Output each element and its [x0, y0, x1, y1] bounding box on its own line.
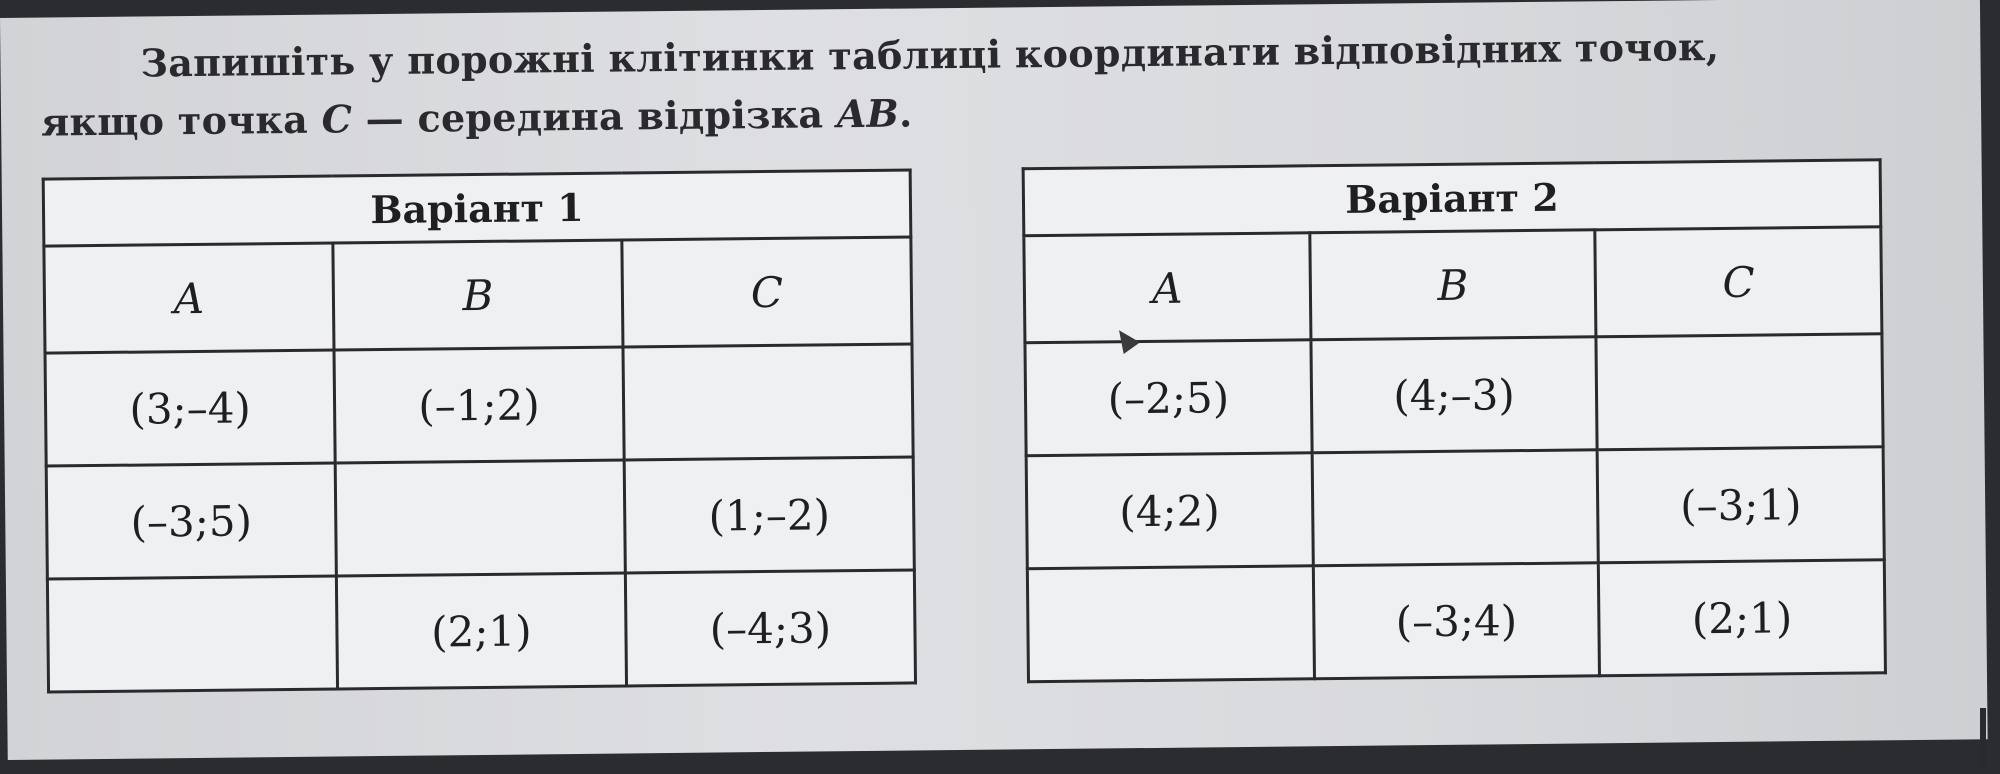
table-row — [46, 457, 914, 579]
cell-b: (2;1) — [336, 573, 626, 689]
instruction-line-1: Запишіть у порожні клітинки таблиці координати відповідних точок, — [140, 23, 1720, 86]
column-header-a: A — [44, 243, 334, 353]
cell-b: (4;–3) — [1311, 337, 1598, 453]
column-header-c: C — [622, 237, 912, 347]
cell-a-empty — [1027, 566, 1314, 682]
cell-c-empty — [1596, 334, 1883, 450]
cell-a: (3;–4) — [45, 350, 335, 466]
screen-edge-mark — [1980, 708, 1986, 768]
cell-c: (2;1) — [1599, 560, 1886, 676]
cell-b: (–3;4) — [1313, 563, 1600, 679]
cell-c-empty — [623, 344, 913, 460]
table-row — [1025, 334, 1883, 456]
point-label-c: C — [321, 96, 353, 142]
cell-a: (–3;5) — [46, 463, 336, 579]
variant-2-title: Варіант 2 — [1023, 160, 1881, 236]
variant-1-table — [42, 168, 917, 693]
segment-label-ab: AB — [836, 90, 900, 137]
instruction-text: якщо точка — [40, 96, 322, 145]
column-header-b: B — [1309, 230, 1596, 340]
cell-a: (–2;5) — [1025, 340, 1312, 456]
cell-c: (–4;3) — [625, 570, 915, 686]
cell-b-empty — [1312, 450, 1599, 566]
cell-a: (4;2) — [1026, 453, 1313, 569]
task-instruction — [40, 16, 1901, 151]
cell-b: (–1;2) — [334, 347, 624, 463]
cell-c: (–3;1) — [1597, 447, 1884, 563]
table-row — [47, 570, 915, 692]
column-header-c: C — [1595, 227, 1882, 337]
variant-1-title: Варіант 1 — [43, 170, 911, 246]
column-header-a: A — [1024, 233, 1311, 343]
cell-a-empty — [47, 576, 337, 692]
column-header-b: B — [333, 240, 623, 350]
variant-2-table — [1022, 158, 1887, 683]
instruction-text: — середина відрізка — [351, 91, 838, 142]
cell-c: (1;–2) — [624, 457, 914, 573]
table-row — [1027, 560, 1885, 682]
table-row — [45, 344, 913, 466]
instruction-text: . — [898, 90, 913, 136]
cell-b-empty — [335, 460, 625, 576]
table-row — [1026, 447, 1884, 569]
